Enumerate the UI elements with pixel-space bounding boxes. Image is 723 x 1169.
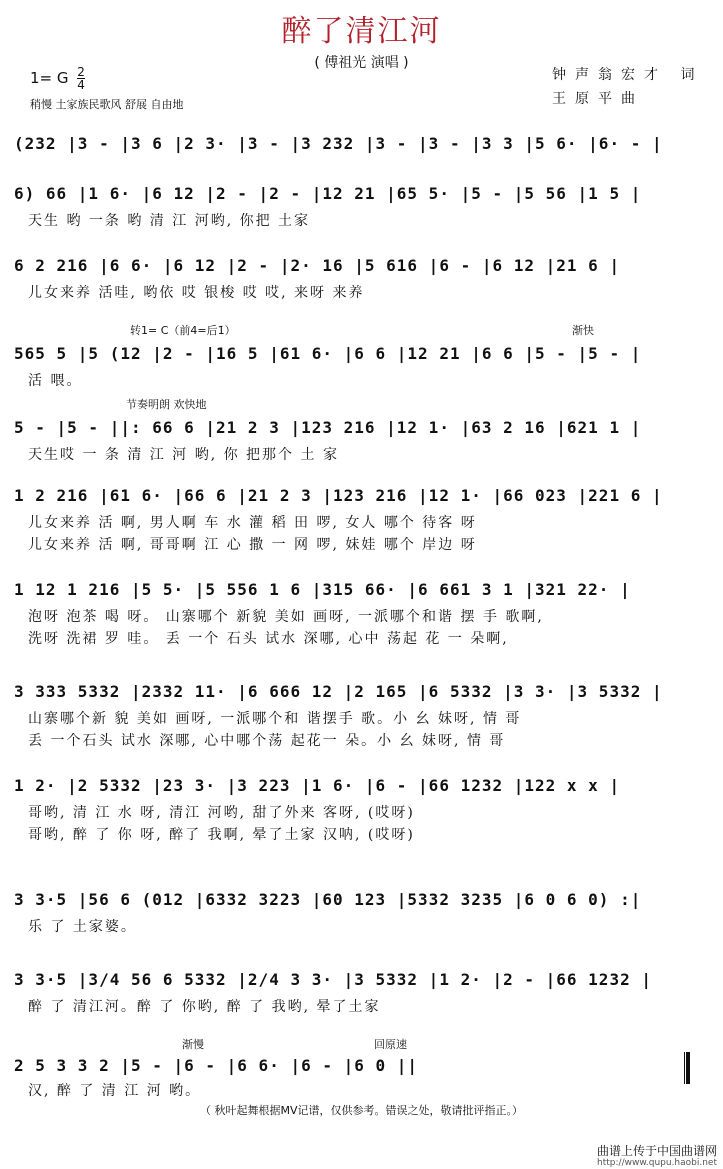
- tempo-mark: 节奏明朗 欢快地: [126, 398, 207, 411]
- lyric-line: 天生 哟 一条 哟 清 江 河哟, 你把 土家: [28, 213, 311, 229]
- score-system-10: 3 3·5 |56 6 (012 |6332 3223 |60 123 |5332 3235 |6 0 6 0) :|: [14, 890, 642, 909]
- time-den: 4: [77, 78, 85, 92]
- footnote: （ 秋叶起舞根据MV记谱，仅供参考。错误之处，敬请批评指正。）: [199, 1104, 523, 1117]
- score-system-3: 6 2 216 |6 6· |6 12 |2 - |2· 16 |5 616 |6 - |6 12 |21 6 |: [14, 256, 621, 275]
- lyric-line: 泡呀 泡茶 喝 呀。 山寨哪个 新貌 美如 画呀, 一派哪个和谐 摆 手 歌啊,: [28, 609, 544, 625]
- score-system-2: 6) 66 |1 6· |6 12 |2 - |2 - |12 21 |65 5· |5 - |5 56 |1 5 |: [14, 184, 642, 203]
- lyric-line: 哥哟, 醉 了 你 呀, 醉了 我啊, 晕了土家 汉呐, (哎呀): [28, 827, 415, 843]
- time-signature: [77, 66, 85, 91]
- score-system-7: 1 12 1 216 |5 5· |5 556 1 6 |315 66· |6 661 3 1 |321 22· |: [14, 580, 631, 599]
- score-system-8: 3 333 5332 |2332 11· |6 666 12 |2 165 |6 5332 |3 3· |3 5332 |: [14, 682, 663, 701]
- final-barline: [684, 1052, 690, 1084]
- page-title: 醉了清江河: [281, 14, 442, 49]
- style-text: 稍慢 土家族民歌风 舒展 自由地: [30, 98, 184, 111]
- lyric-line: 儿女来养 活 啊, 哥哥啊 江 心 撒 一 网 啰, 妹娃 哪个 岸边 呀: [28, 537, 477, 553]
- lyric-line: 儿女来养 活 啊, 男人啊 车 水 灌 稻 田 啰, 女人 哪个 待客 呀: [28, 515, 477, 531]
- score-system-5: 5 - |5 - ||: 66 6 |21 2 3 |123 216 |12 1· |63 2 16 |621 1 |: [14, 418, 642, 437]
- tempo-mark: 渐慢: [182, 1038, 204, 1051]
- score-system-1: (232 |3 - |3 6 |2 3· |3 - |3 232 |3 - |3 - |3 3 |5 6· |6· - |: [14, 134, 663, 153]
- source-url: http://www.qupu.haobi.net: [597, 1158, 717, 1168]
- score-system-12: 2 5 3 3 2 |5 - |6 - |6 6· |6 - |6 0 ||: [14, 1056, 419, 1075]
- composer-credit: 王原平曲: [552, 91, 644, 107]
- lyric-line: 醉 了 清江河。醉 了 你哟, 醉 了 我哟, 晕了土家: [28, 999, 381, 1015]
- modulation-mark: 转1= C（前4=后1̇）: [130, 324, 236, 337]
- lyric-line: 丢 一个石头 试水 深哪, 心中哪个荡 起花一 朵。小 幺 妹呀, 情 哥: [28, 733, 506, 749]
- lyric-line: 儿女来养 活哇, 哟依 哎 银梭 哎 哎, 来呀 来养: [28, 285, 365, 301]
- tempo-mark: 回原速: [374, 1038, 407, 1051]
- singer-line: ( 傅祖光 演唱 ): [314, 55, 409, 71]
- lyric-line: 山寨哪个新 貌 美如 画呀, 一派哪个和 谐摆手 歌。小 幺 妹呀, 情 哥: [28, 711, 522, 727]
- lyric-line: 哥哟, 清 江 水 呀, 清江 河哟, 甜了外来 客呀, (哎呀): [28, 805, 415, 821]
- key-label: 1= G: [30, 69, 69, 87]
- lyric-line: 汉, 醉 了 清 江 河 哟。: [28, 1083, 202, 1099]
- lyric-line: 洗呀 洗裙 罗 哇。 丢 一个 石头 试水 深哪, 心中 荡起 花 一 朵啊,: [28, 631, 509, 647]
- tempo-mark: 渐快: [572, 324, 594, 337]
- key-signature: [30, 66, 85, 91]
- time-num: 2: [77, 65, 85, 79]
- lyric-line: 活 喂。: [28, 373, 83, 389]
- lyric-line: 乐 了 土家婆。: [28, 919, 137, 935]
- score-system-6: 1 2 216 |61 6· |66 6 |21 2 3 |123 216 |12 1· |66 023 |221 6 |: [14, 486, 663, 505]
- lyricist-credit: 钟声翁宏才 词: [552, 67, 704, 83]
- score-system-9: 1 2· |2 5332 |23 3· |3 223 |1 6· |6 - |66 1232 |122 x x |: [14, 776, 621, 795]
- score-system-4: 565 5 |5 (12 |2 - |16 5 |61 6· |6 6 |12 21 |6 6 |5 - |5 - |: [14, 344, 642, 363]
- lyric-line: 天生哎 一 条 清 江 河 哟, 你 把那个 土 家: [28, 447, 339, 463]
- source-label: 曲谱上传于中国曲谱网: [596, 1144, 717, 1158]
- score-system-11: 3 3·5 |3/4 56 6 5332 |2/4 3 3· |3 5332 |1 2· |2 - |66 1232 |: [14, 970, 652, 989]
- source-credit: [597, 1145, 717, 1169]
